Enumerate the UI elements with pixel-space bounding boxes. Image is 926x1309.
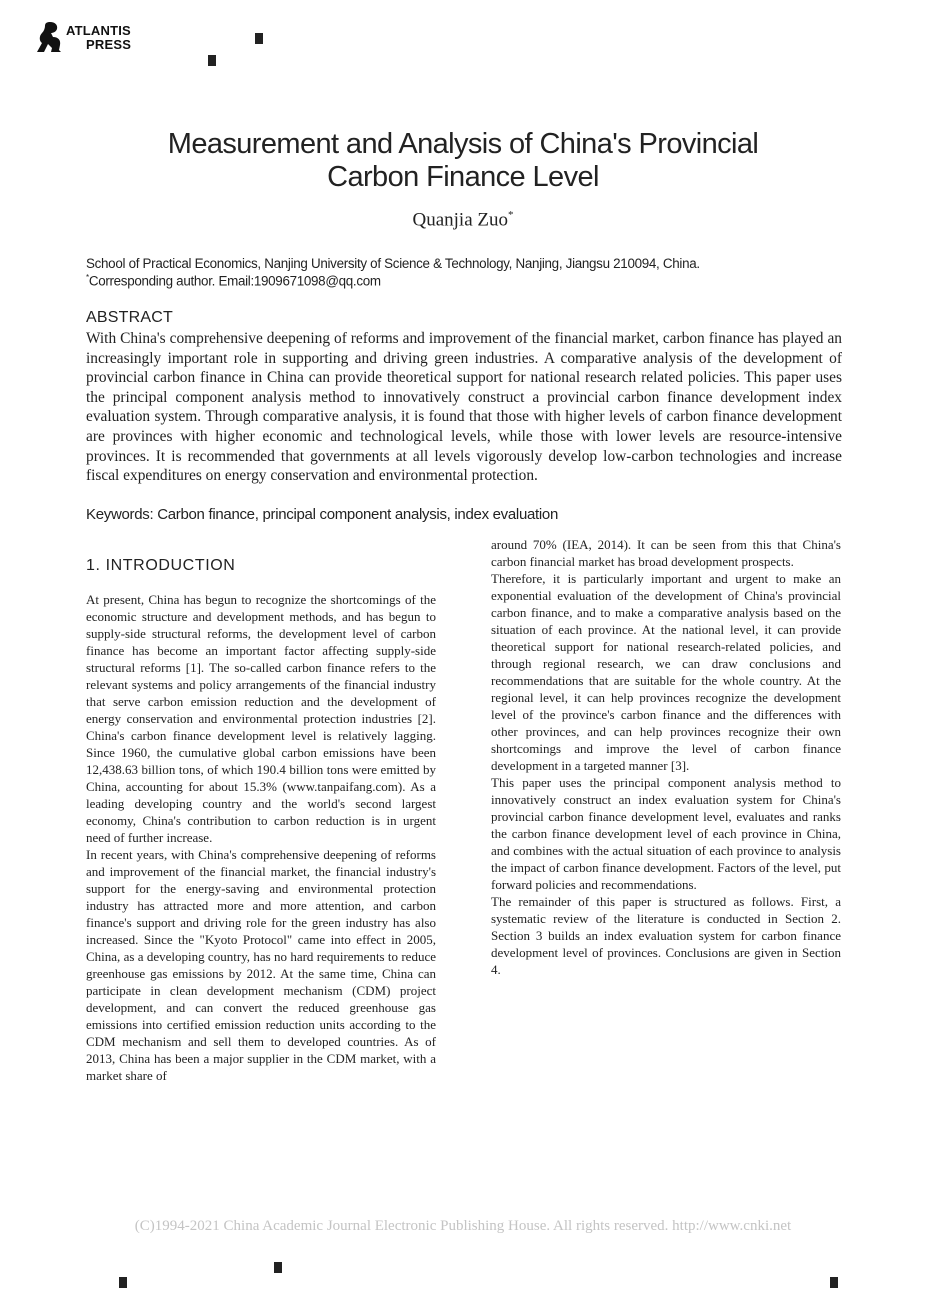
logo-text-press: PRESS xyxy=(86,37,132,52)
paragraph: In recent years, with China's comprehensive deepening of reforms and improvement of the financial market, the financial industry's support for the energy-saving and environmental protection industry has attracted more and more attention, and carbon finance's support and driving role for the green industry has also increased. Since the "Kyoto Protocol" came into effect in 2005, China, as a developing country, has no hard requirements to reduce greenhouse gas emissions by 2012. At the same time, China can participate in clean development mechanism (CDM) project development, and can convert the reduced greenhouse gas emissions into certified emission reduction units according to the CDM mechanism and sell them to developed countries. As of 2013, China has been a major supplier in the CDM market, with a market share of xyxy=(86,847,436,1083)
paragraph: This paper uses the principal component analysis method to innovatively construct an index evaluation system for China's provincial carbon finance development level, evaluates and ranks the carbon finance development level of each province in China, and combines with the actual situation of each province to analysis the impact of carbon finance development. Factors of the level, put forward policies and recommendations. xyxy=(491,775,841,892)
artifact-glyph xyxy=(255,33,263,44)
corresponding-mark: * xyxy=(86,273,89,282)
thinker-statue-icon xyxy=(36,20,64,54)
paper-title-line-2: Carbon Finance Level xyxy=(327,161,599,193)
artifact-glyph xyxy=(208,55,216,66)
abstract-text: With China's comprehensive deepening of reforms and improvement of the financial market, carbon finance has played an increasingly important role in supporting and driving green industries. A comparative analysis of the development of provincial carbon finance in China can provide theoretical support for national research related policies. This paper uses the principal component analysis method to innovatively construct a provincial carbon finance development index evaluation system. Through comparative analysis, it is found that those with higher levels of carbon finance development are provinces with higher economic and technological levels, while those with lower levels are resource-intensive provinces. It is recommended that governments at all levels vigorously develop low-carbon technologies and increase fiscal expenditures on energy conservation and environmental protection. xyxy=(86,330,842,485)
paragraph: At present, China has begun to recognize the shortcomings of the economic structure and development methods, and has begun to supply-side structural reforms, the development level of carbon finance has become an important factor affecting supply-side structural reforms [1]. The so-called carbon finance refers to the relevant systems and policy arrangements of the financial industry that serve carbon emission reduction and the development of energy conservation and environmental protection industries [2]. China's carbon finance development level is relatively lagging. Since 1960, the cumulative global carbon emissions have been 12,438.63 billion tons, of which 190.4 billion tons were emitted by China, accounting for about 15.3% (www.tanpaifang.com). As a leading developing country and the world's second largest economy, China's contribution to carbon reduction is in urgent need of further increase. xyxy=(86,592,436,845)
copyright-footer: (C)1994-2021 China Academic Journal Electronic Publishing House. All rights reserved. http://www.cnki.net xyxy=(134,1218,792,1234)
paper-title-line-1: Measurement and Analysis of China's Provincial xyxy=(167,128,759,160)
paragraph: Therefore, it is particularly important and urgent to make an exponential evaluation of the development of China's provincial carbon finance, and to make a comparative analysis based on the situation of each province. At the national level, it can provide theoretical support for national research-related policies, and through regional research, we can draw conclusions and recommendations that are suitable for the whole country. At the regional level, it can help provinces recognize the development level of the province's carbon finance and the differences with other provinces, and can help provinces recognize their own shortcomings and improve the level of carbon finance development in a targeted manner [3]. xyxy=(491,571,841,773)
section-heading-introduction: 1. INTRODUCTION xyxy=(86,557,236,574)
artifact-glyph xyxy=(830,1277,838,1288)
author-name xyxy=(80,209,846,231)
paragraph: around 70% (IEA, 2014). It can be seen from this that China's carbon financial market has broad development prospects. xyxy=(491,537,841,569)
corresponding-text: Corresponding author. Email:1909671098@qq.com xyxy=(88,273,381,289)
author-text: Quanjia Zuo xyxy=(412,209,508,231)
paper-title xyxy=(80,128,846,194)
keywords: Keywords: Carbon finance, principal component analysis, index evaluation xyxy=(86,506,559,523)
paragraph: The remainder of this paper is structured as follows. First, a systematic review of the literature is conducted in Section 2. Section 3 builds an index evaluation system for carbon finance development level of provinces. Conclusions are given in Section 4. xyxy=(491,894,841,977)
logo-text-atlantis: ATLANTIS xyxy=(66,23,131,38)
author-mark: * xyxy=(508,209,514,221)
artifact-glyph xyxy=(119,1277,127,1288)
left-column xyxy=(86,591,436,1084)
affiliation: School of Practical Economics, Nanjing University of Science & Technology, Nanjing, Jiangsu 210094, China. xyxy=(86,256,700,271)
right-column xyxy=(491,536,841,978)
atlantis-press-logo xyxy=(36,20,146,56)
corresponding-author xyxy=(86,273,381,288)
abstract-heading: ABSTRACT xyxy=(86,309,173,326)
artifact-glyph xyxy=(274,1262,282,1273)
